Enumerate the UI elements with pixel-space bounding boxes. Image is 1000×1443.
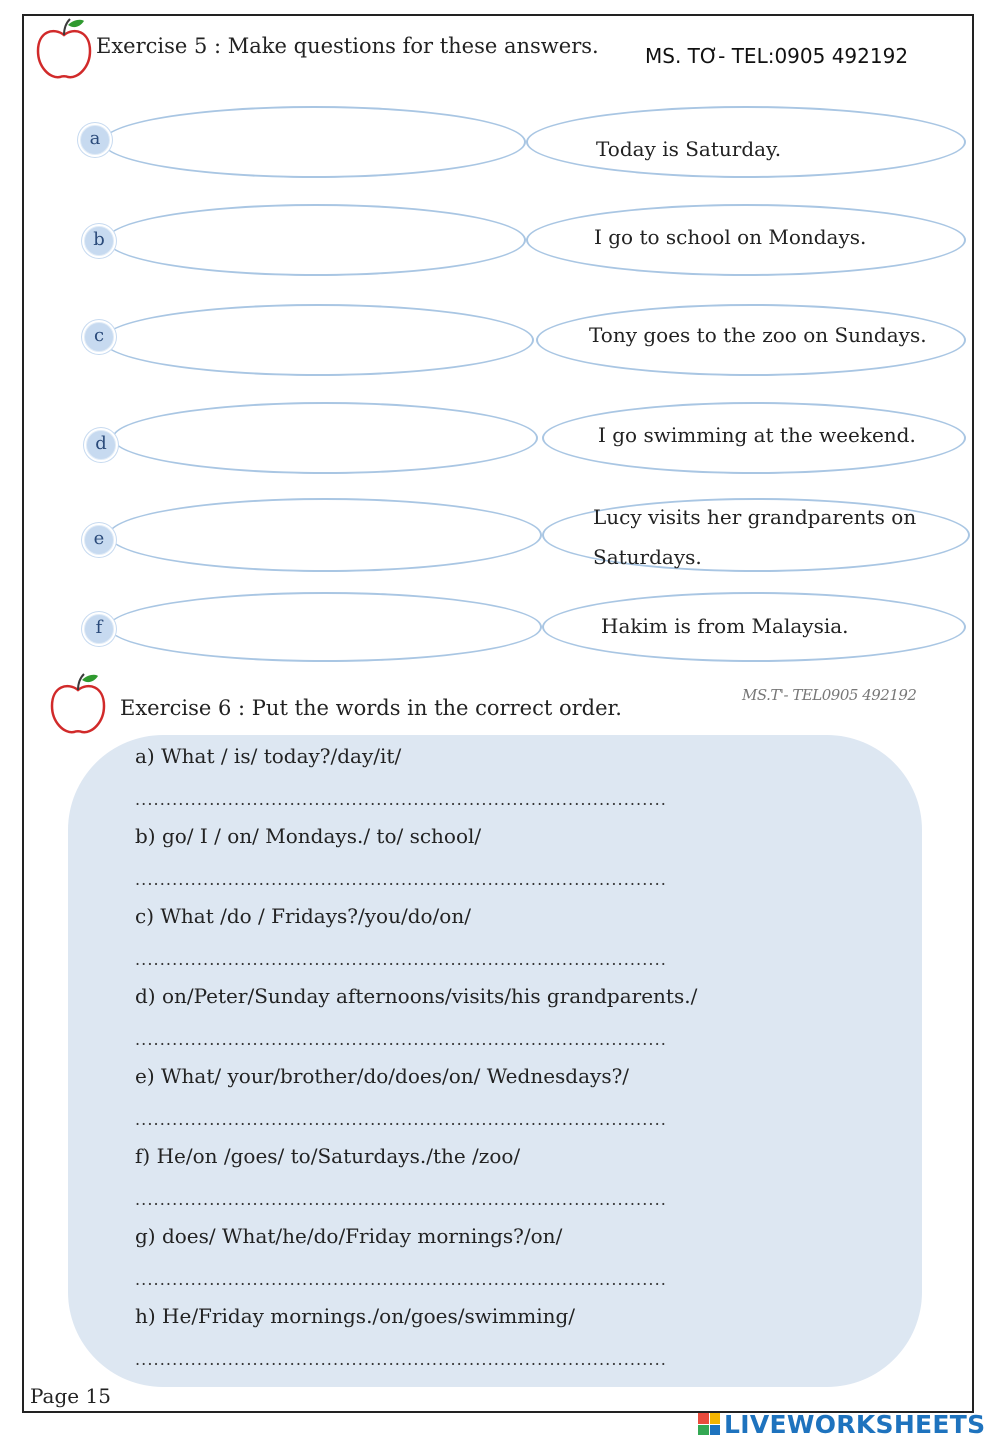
item-letter-d: d [86,430,116,460]
answer-text-c: Tony goes to the zoo on Sundays. [589,323,927,347]
prompt-b: b) go/ I / on/ Mondays./ to/ school/ [135,824,482,848]
answer-input-e[interactable] [135,1102,747,1130]
answer-line-h: ...................................................................................... [135,1350,667,1369]
exercise5-title: Exercise 5 : Make questions for these answers. [96,34,599,58]
exercise6-title: Exercise 6 : Put the words in the correct order. [120,696,622,720]
prompt-c: c) What /do / Fridays?/you/do/on/ [135,904,471,928]
item-letter-b: b [84,226,114,256]
apple-icon [48,672,108,736]
page-number: Page 15 [30,1384,111,1408]
item-letter-e: e [84,525,114,555]
answer-text-b: I go to school on Mondays. [594,225,867,249]
answer-input-d[interactable] [135,1022,747,1050]
answer-line-e: ...................................................................................... [135,1110,667,1129]
answer-input-b[interactable] [135,862,747,890]
answer-line-b: ...................................................................................... [135,870,667,889]
teacher-contact: MS. TƠ- TEL:0905 492192 [645,44,909,68]
answer-line-a: ...................................................................................... [135,790,667,809]
item-letter-a: a [80,125,110,155]
question-field-b[interactable] [106,204,526,276]
answer-input-f[interactable] [135,1182,747,1210]
answer-line-g: ...................................................................................... [135,1270,667,1289]
item-letter-f: f [84,614,114,644]
answer-input-a[interactable] [135,782,747,810]
answer-text-e: Lucy visits her grandparents on Saturdays. [593,505,917,569]
apple-icon [34,17,94,81]
liveworksheets-brand[interactable] [698,1408,985,1440]
question-field-c[interactable] [102,304,534,376]
exercise6-watermark: MS.T'- TEL0905 492192 [742,686,917,704]
answer-text-f: Hakim is from Malaysia. [601,614,849,638]
answer-text-a: Today is Saturday. [596,137,782,161]
question-field-a[interactable] [102,106,526,178]
prompt-d: d) on/Peter/Sunday afternoons/visits/his grandparents./ [135,984,698,1008]
prompt-g: g) does/ What/he/do/Friday mornings?/on/ [135,1224,563,1248]
answer-text-d: I go swimming at the weekend. [598,423,916,447]
question-field-d[interactable] [112,402,538,474]
brand-name: LIVEWORKSHEETS [724,1409,986,1439]
question-field-e[interactable] [108,498,542,572]
answer-line-f: ...................................................................................... [135,1190,667,1209]
answer-line-d: ...................................................................................... [135,1030,667,1049]
prompt-f: f) He/on /goes/ to/Saturdays./the /zoo/ [135,1144,521,1168]
item-letter-c: c [84,322,114,352]
answer-line-c: ...................................................................................... [135,950,667,969]
liveworksheets-logo-icon [698,1413,720,1435]
answer-input-g[interactable] [135,1262,747,1290]
answer-input-c[interactable] [135,942,747,970]
prompt-e: e) What/ your/brother/do/does/on/ Wednesdays?/ [135,1064,630,1088]
prompt-h: h) He/Friday mornings./on/goes/swimming/ [135,1304,576,1328]
answer-input-h[interactable] [135,1342,747,1370]
question-field-f[interactable] [108,592,542,662]
prompt-a: a) What / is/ today?/day/it/ [135,744,402,768]
